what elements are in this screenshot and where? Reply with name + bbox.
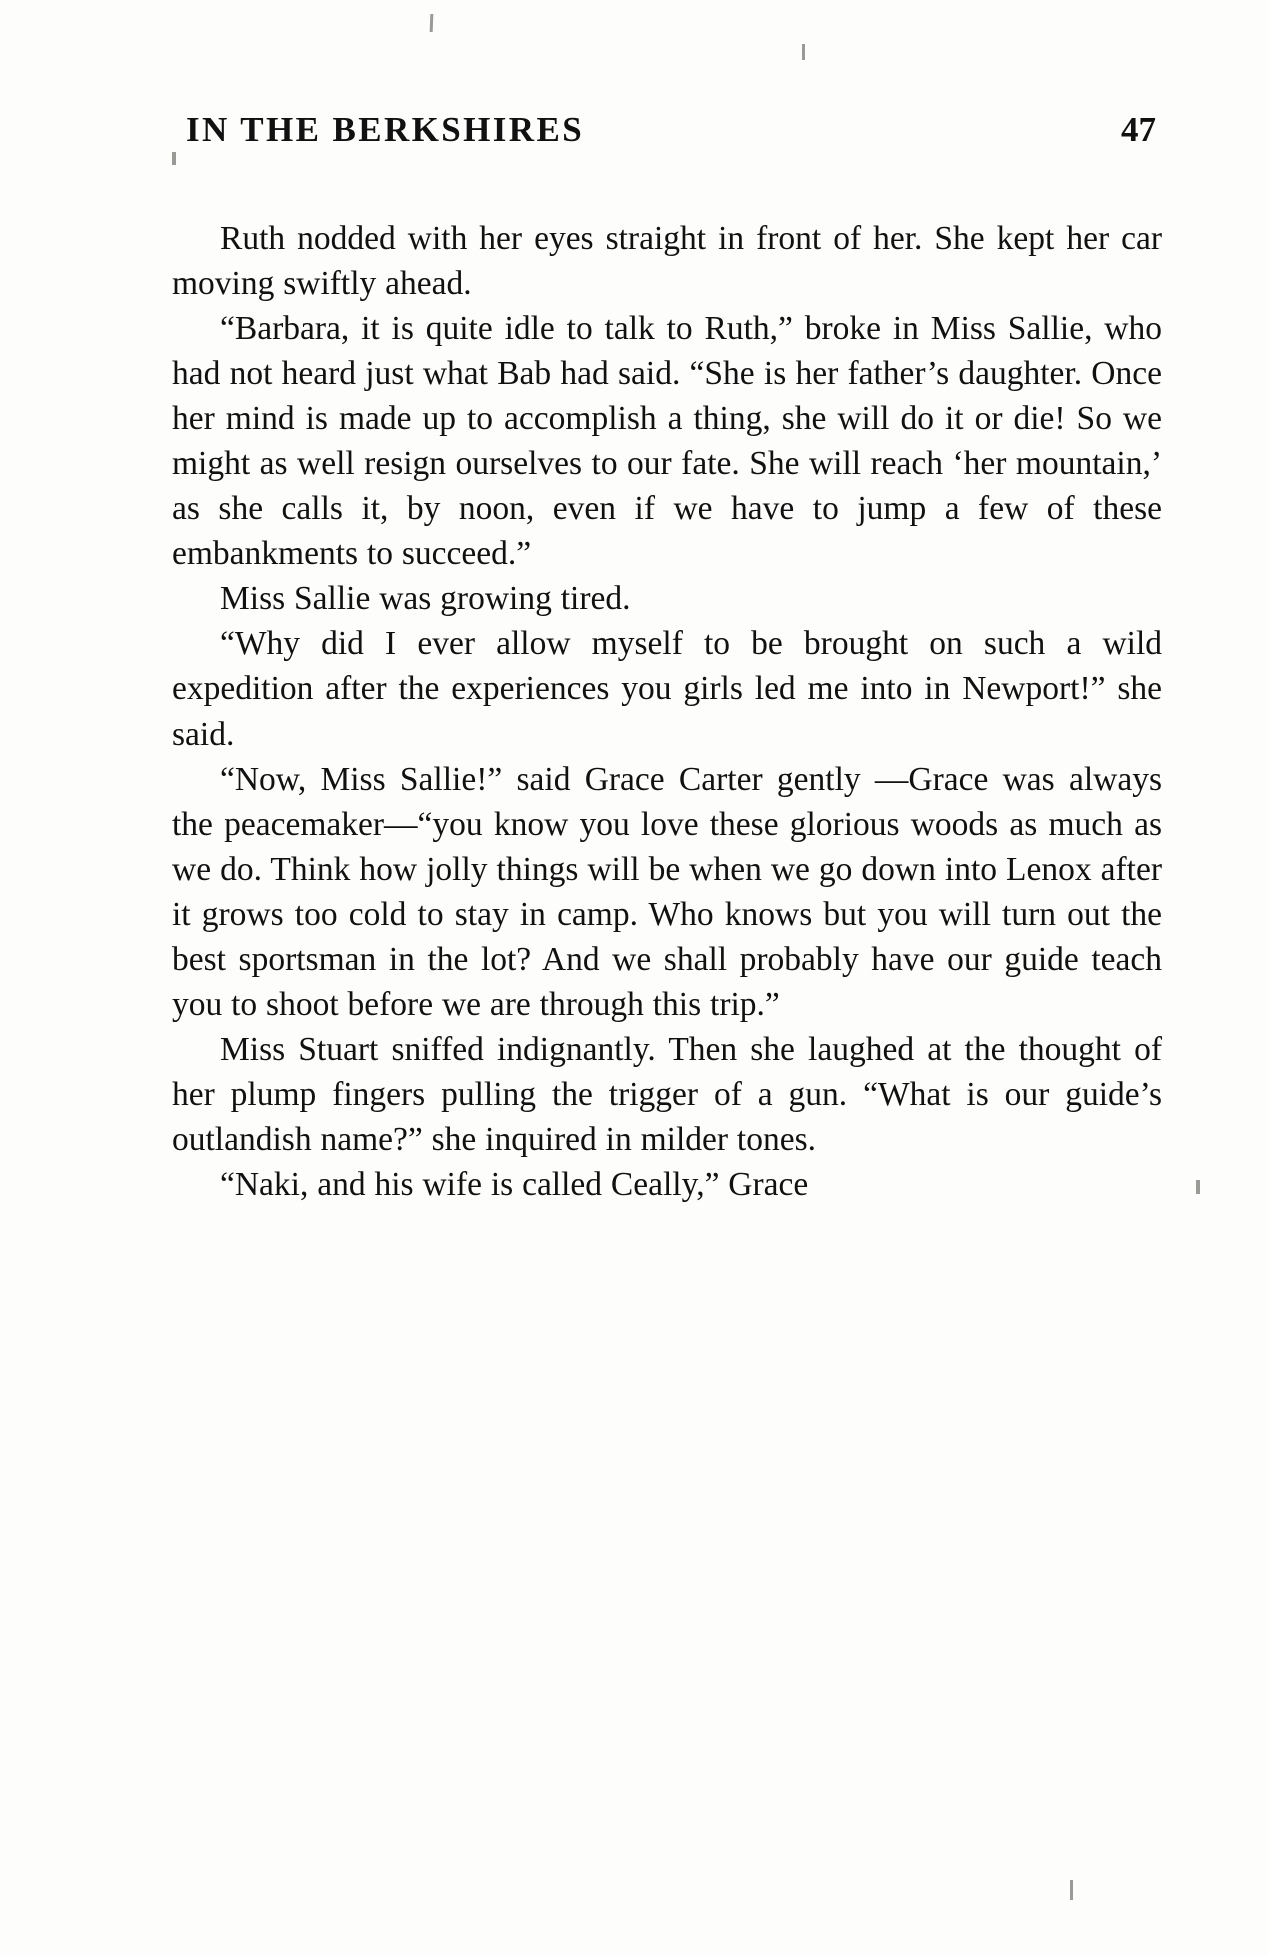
- page-number: 47: [1121, 110, 1156, 149]
- paragraph: Miss Stuart sniffed indignantly. Then she laughed at the thought of her plump fingers pulling the trigger of a gun. “What is our guide’s outlandish name?” she inquired in milder tones.: [172, 1030, 1162, 1158]
- paragraph: Ruth nodded with her eyes straight in front of her. She kept her car moving swiftly ahead.: [172, 220, 1162, 303]
- scan-artifact-icon: [1070, 1880, 1073, 1900]
- paragraph: “Now, Miss Sallie!” said Grace Carter gently —Grace was always the peacemaker—“you know you love these glorious woods as much as we do. Think how jolly things will be when we go down into Lenox after it grows too cold to stay in camp. Who knows but you will turn out the best sportsman in the lot? And we shall probably have our guide teach you to shoot before we are through this trip.”: [172, 760, 1162, 1023]
- paragraph: “Why did I ever allow myself to be brought on such a wild expedition after the experiences you girls led me into in Newport!” she said.: [172, 625, 1162, 753]
- page-header: [172, 110, 1162, 150]
- page-content: [172, 110, 1162, 1207]
- paragraph: Miss Sallie was growing tired.: [220, 580, 631, 618]
- scan-artifact-icon: [1196, 1180, 1200, 1194]
- scan-artifact-icon: [430, 14, 434, 32]
- paragraph: “Barbara, it is quite idle to talk to Ruth,” broke in Miss Sallie, who had not heard just what Bab had said. “She is her father’s daughter. Once her mind is made up to accomplish a thing, she will do it or die! So we might as well resign ourselves to our fate. She will reach ‘her mountain,’ as she calls it, by noon, even if we have to jump a few of these embankments to succeed.”: [172, 310, 1162, 573]
- scan-artifact-icon: [802, 44, 805, 60]
- body-text: [172, 216, 1162, 1207]
- paragraph: “Naki, and his wife is called Ceally,” Grace: [220, 1165, 809, 1203]
- running-head: IN THE BERKSHIRES: [186, 110, 585, 149]
